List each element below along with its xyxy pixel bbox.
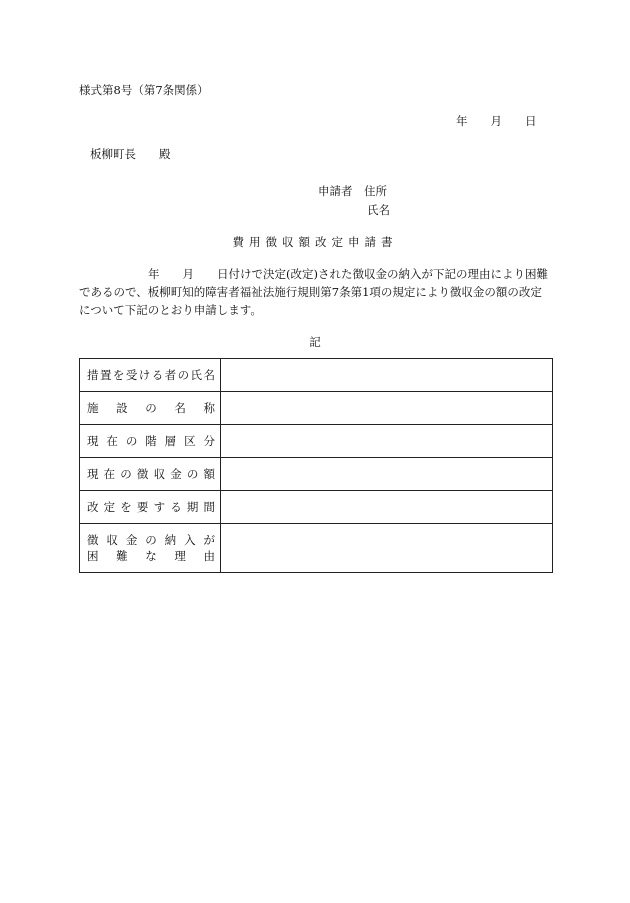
date-line — [456, 113, 537, 129]
table-row — [80, 359, 553, 392]
row-value-facility-name[interactable] — [221, 392, 553, 425]
body-line-1: 年 月 日付けで決定(改定)された徴収金の納入が下記の理由により困難 — [79, 267, 548, 281]
date-month: 月 — [490, 114, 502, 128]
row-value-hardship-reason[interactable] — [221, 524, 553, 573]
table-row — [80, 491, 553, 524]
date-day: 日 — [525, 114, 537, 128]
table-row — [80, 392, 553, 425]
row-label-facility-name: 施設の名称 — [80, 392, 221, 425]
row-label-income-bracket: 現在の階層区分 — [80, 425, 221, 458]
table-row — [80, 524, 553, 573]
row-label-person-name: 措置を受ける者の氏名 — [80, 359, 221, 392]
form-number: 様式第8号（第7条関係） — [79, 83, 209, 97]
row-label-hardship-reason — [80, 524, 221, 573]
addressee: 板柳町長 殿 — [90, 147, 171, 161]
record-heading: 記 — [309, 335, 321, 349]
date-year: 年 — [456, 114, 468, 128]
row-value-revision-period[interactable] — [221, 491, 553, 524]
applicant-name-label: 氏名 — [367, 203, 390, 217]
row-label-hardship-line-1: 徴収金の納入が — [87, 533, 215, 547]
row-value-person-name[interactable] — [221, 359, 553, 392]
applicant-address-label: 申請者 住所 — [318, 184, 387, 198]
body-line-3: について下記のとおり申請します。 — [79, 303, 262, 317]
document-title: 費用徴収額改定申請書 — [232, 235, 398, 249]
record-table — [79, 358, 553, 573]
row-label-hardship-line-2: 困難な理由 — [87, 549, 215, 563]
table-row — [80, 458, 553, 491]
body-line-2: であるので、板柳町知的障害者福祉法施行規則第7条第1項の規定により徴収金の額の改定 — [79, 285, 542, 299]
row-label-revision-period: 改定を要する期間 — [80, 491, 221, 524]
body-text — [79, 265, 559, 319]
table-row — [80, 425, 553, 458]
row-value-income-bracket[interactable] — [221, 425, 553, 458]
row-value-current-fee[interactable] — [221, 458, 553, 491]
row-label-current-fee: 現在の徴収金の額 — [80, 458, 221, 491]
